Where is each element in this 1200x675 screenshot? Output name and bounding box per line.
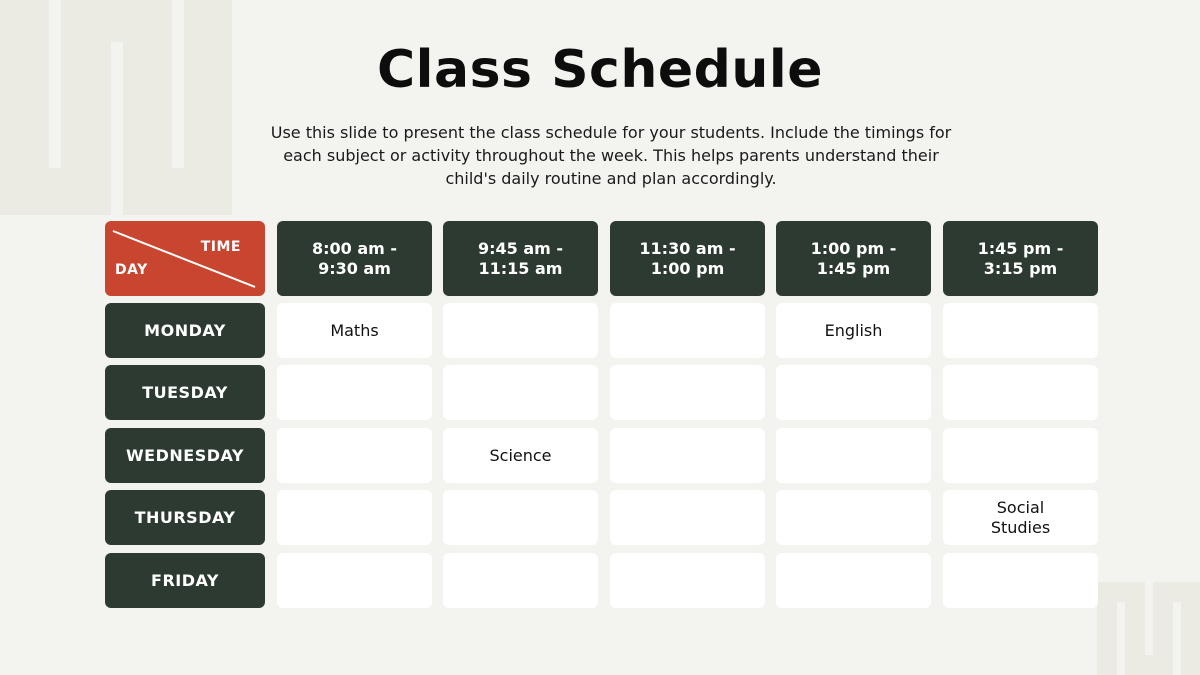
schedule-cell	[943, 428, 1098, 483]
schedule-cell	[610, 365, 765, 420]
timeslot-header	[443, 221, 598, 296]
schedule-cell	[443, 490, 598, 545]
day-label: TUESDAY	[142, 383, 228, 402]
schedule-cell	[776, 428, 931, 483]
subject-label: Maths	[330, 320, 379, 340]
schedule-cell	[610, 428, 765, 483]
schedule-cell	[776, 490, 931, 545]
timeslot-header	[610, 221, 765, 296]
day-label: WEDNESDAY	[126, 446, 244, 465]
decorative-block-bottom-right	[1097, 582, 1200, 675]
corner-header-cell	[105, 221, 265, 296]
day-header	[105, 365, 265, 420]
schedule-cell	[776, 553, 931, 608]
day-header	[105, 490, 265, 545]
schedule-cell	[277, 428, 432, 483]
timeslot-label: 1:00 pm - 1:45 pm	[810, 238, 897, 278]
timeslot-header	[776, 221, 931, 296]
timeslot-label: 11:30 am - 1:00 pm	[639, 238, 736, 278]
corner-time-label: TIME	[200, 239, 241, 255]
schedule-cell	[610, 553, 765, 608]
schedule-cell	[943, 553, 1098, 608]
schedule-cell	[443, 303, 598, 358]
schedule-cell	[277, 490, 432, 545]
subject-label: English	[824, 320, 883, 340]
diagonal-divider	[105, 221, 265, 296]
schedule-cell	[610, 303, 765, 358]
day-header	[105, 553, 265, 608]
day-label: FRIDAY	[151, 571, 219, 590]
schedule-cell	[610, 490, 765, 545]
day-label: THURSDAY	[134, 508, 236, 527]
schedule-cell	[943, 303, 1098, 358]
timeslot-label: 8:00 am - 9:30 am	[311, 238, 398, 278]
timeslot-header	[277, 221, 432, 296]
page-subtitle: Use this slide to present the class schedule for your students. Include the timings for each subject or activity throughout the week. This helps parents understand their child's daily routine and plan accordingly.	[270, 123, 952, 188]
decorative-block-top-left	[0, 0, 232, 215]
schedule-cell	[443, 553, 598, 608]
schedule-cell	[277, 303, 432, 358]
schedule-cell	[277, 553, 432, 608]
schedule-cell	[443, 365, 598, 420]
subject-label: Science	[489, 445, 552, 465]
schedule-cell	[277, 365, 432, 420]
schedule-cell	[443, 428, 598, 483]
timeslot-header	[943, 221, 1098, 296]
day-label: MONDAY	[144, 321, 226, 340]
schedule-cell	[943, 365, 1098, 420]
day-header	[105, 303, 265, 358]
timeslot-label: 1:45 pm - 3:15 pm	[977, 238, 1064, 278]
timeslot-label: 9:45 am - 11:15 am	[477, 238, 564, 278]
schedule-cell	[943, 490, 1098, 545]
schedule-cell	[776, 365, 931, 420]
corner-day-label: DAY	[115, 262, 148, 278]
page-title: Class Schedule	[377, 40, 823, 100]
subject-label: Social Studies	[990, 497, 1051, 537]
schedule-cell	[776, 303, 931, 358]
day-header	[105, 428, 265, 483]
